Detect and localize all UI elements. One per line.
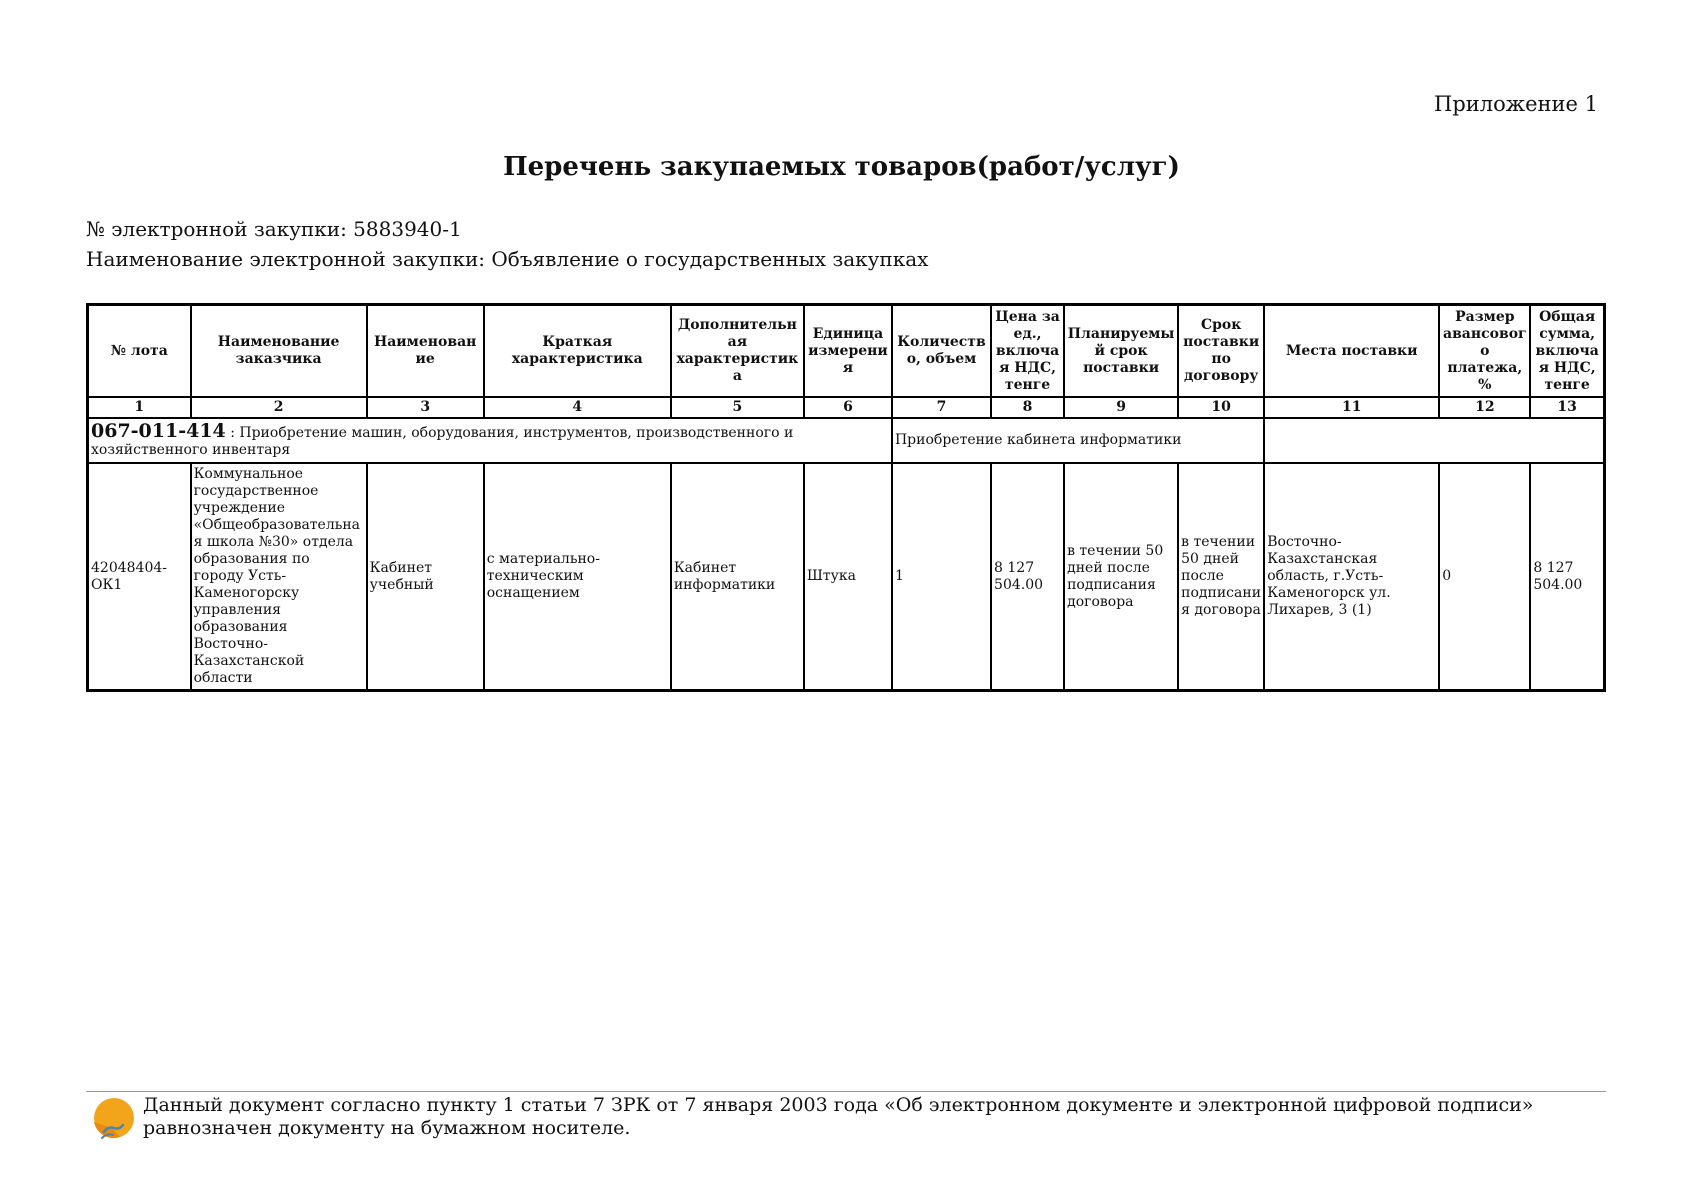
header-planned-delivery: Планируемый срок поставки <box>1064 305 1178 398</box>
lot-group-subject: Приобретение кабинета информатики <box>892 418 1264 463</box>
cell-delivery-place: Восточно-Казахстанская область, г.Усть-Каменогорск ул. Лихарев, 3 (1) <box>1264 463 1439 691</box>
cell-total-amount: 8 127 504.00 <box>1530 463 1604 691</box>
cell-planned-delivery: в течении 50 дней после подписания договора <box>1064 463 1178 691</box>
cell-additional-description: Кабинет информатики <box>671 463 804 691</box>
header-quantity: Количество, объем <box>892 305 991 398</box>
cell-name: Кабинет учебный <box>367 463 484 691</box>
column-number: 2 <box>191 397 367 418</box>
appendix-label: Приложение 1 <box>1434 92 1598 116</box>
column-number: 12 <box>1439 397 1530 418</box>
column-numbers-row <box>88 397 1605 418</box>
column-number: 9 <box>1064 397 1178 418</box>
column-number: 10 <box>1178 397 1264 418</box>
column-number: 3 <box>367 397 484 418</box>
table-row <box>88 463 1605 691</box>
cell-advance-payment: 0 <box>1439 463 1530 691</box>
column-number: 7 <box>892 397 991 418</box>
table-header-row <box>88 305 1605 398</box>
column-number: 13 <box>1530 397 1604 418</box>
column-number: 6 <box>804 397 892 418</box>
cell-unit-price: 8 127 504.00 <box>991 463 1064 691</box>
column-number: 4 <box>484 397 671 418</box>
header-unit: Единица измерения <box>804 305 892 398</box>
procurement-number: № электронной закупки: 5883940-1 <box>86 217 462 241</box>
footer-divider <box>86 1091 1606 1092</box>
lot-group-row <box>88 418 1605 463</box>
column-number: 11 <box>1264 397 1439 418</box>
cell-customer: Коммунальное государственное учреждение «Общеобразовательная школа №30» отдела образования по городу Усть-Каменогорску управления образования Восточно-Казахстанской области <box>191 463 367 691</box>
cell-unit: Штука <box>804 463 892 691</box>
cell-quantity: 1 <box>892 463 991 691</box>
header-delivery-place: Места поставки <box>1264 305 1439 398</box>
header-lot-number: № лота <box>88 305 191 398</box>
footer-legal-notice: Данный документ согласно пункту 1 статьи 7 ЗРК от 7 января 2003 года «Об электронном документе и электронной цифровой подписи» равнозначен документу на бумажном носителе. <box>143 1094 1534 1139</box>
column-number: 1 <box>88 397 191 418</box>
cell-short-description: с материально-техническим оснащением <box>484 463 671 691</box>
lot-group-extra <box>1264 418 1604 463</box>
header-name: Наименование <box>367 305 484 398</box>
column-number: 5 <box>671 397 804 418</box>
lot-group-description: : Приобретение машин, оборудования, инструментов, производственного и хозяйственного инвентаря <box>91 424 794 458</box>
procurement-items-table <box>86 303 1606 692</box>
lot-group-code: 067-011-414 <box>91 419 226 442</box>
header-additional-description: Дополнительная характеристика <box>671 305 804 398</box>
header-short-description: Краткая характеристика <box>484 305 671 398</box>
procurement-name: Наименование электронной закупки: Объявление о государственных закупках <box>86 247 929 271</box>
column-number: 8 <box>991 397 1064 418</box>
header-customer: Наименование заказчика <box>191 305 367 398</box>
header-unit-price: Цена за ед., включая НДС, тенге <box>991 305 1064 398</box>
header-advance-payment: Размер авансового платежа, % <box>1439 305 1530 398</box>
egov-sun-logo-icon <box>90 1094 138 1142</box>
cell-lot-number: 42048404-ОК1 <box>88 463 191 691</box>
header-contract-delivery: Срок поставки по договору <box>1178 305 1264 398</box>
lot-group-title <box>88 418 892 463</box>
document-title: Перечень закупаемых товаров(работ/услуг) <box>503 152 1180 182</box>
cell-contract-delivery: в течении 50 дней после подписания договора <box>1178 463 1264 691</box>
header-total-amount: Общая сумма, включая НДС, тенге <box>1530 305 1604 398</box>
